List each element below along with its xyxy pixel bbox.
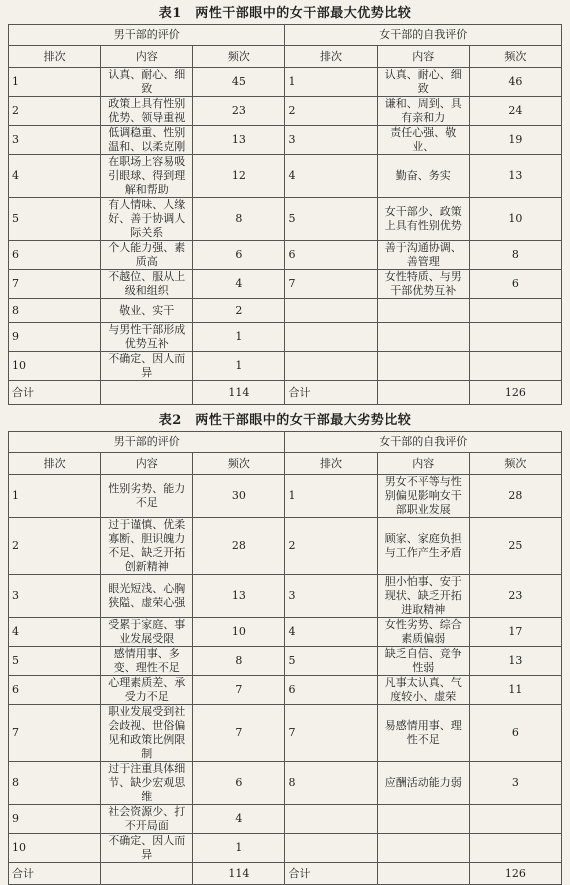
col-freq: 频次	[193, 453, 285, 475]
female-freq	[469, 805, 561, 834]
male-freq: 13	[193, 575, 285, 618]
female-content	[377, 805, 469, 834]
total-label: 合计	[9, 863, 101, 885]
table-row	[9, 805, 562, 834]
female-content	[377, 834, 469, 863]
total-label: 合计	[285, 863, 377, 885]
col-rank: 排次	[285, 453, 377, 475]
female-freq: 24	[469, 97, 561, 126]
table-row	[9, 518, 562, 575]
col-rank: 排次	[9, 46, 101, 68]
table1-group-header	[9, 25, 562, 46]
male-freq: 4	[193, 270, 285, 299]
female-freq: 3	[469, 762, 561, 805]
female-content: 缺乏自信、竞争性弱	[377, 647, 469, 676]
female-rank	[285, 299, 377, 323]
female-total: 126	[469, 381, 561, 405]
male-freq: 12	[193, 155, 285, 198]
table-row	[9, 705, 562, 762]
table2-caption: 表2 两性干部眼中的女干部最大劣势比较	[158, 413, 412, 428]
female-freq: 11	[469, 676, 561, 705]
female-freq	[469, 352, 561, 381]
female-rank	[285, 352, 377, 381]
male-content: 不确定、因人而异	[101, 834, 193, 863]
male-rank: 7	[9, 270, 101, 299]
table1	[8, 24, 562, 405]
female-freq: 10	[469, 198, 561, 241]
male-content: 低调稳重、性别温和、以柔克刚	[101, 126, 193, 155]
female-freq: 19	[469, 126, 561, 155]
male-rank: 3	[9, 126, 101, 155]
col-freq: 频次	[469, 46, 561, 68]
male-freq: 4	[193, 805, 285, 834]
female-content: 顾家、家庭负担与工作产生矛盾	[377, 518, 469, 575]
col-rank: 排次	[285, 46, 377, 68]
col-freq: 频次	[193, 46, 285, 68]
male-total: 114	[193, 381, 285, 405]
male-freq: 1	[193, 834, 285, 863]
table-row	[9, 198, 562, 241]
female-rank: 5	[285, 647, 377, 676]
female-rank: 3	[285, 575, 377, 618]
female-content: 责任心强、敬业、	[377, 126, 469, 155]
table2-male-group-label: 男干部的评价	[9, 432, 285, 453]
male-rank: 8	[9, 299, 101, 323]
male-freq: 28	[193, 518, 285, 575]
table1-female-group-label: 女干部的自我评价	[285, 25, 562, 46]
male-freq: 7	[193, 705, 285, 762]
total-spacer	[377, 381, 469, 405]
male-rank: 5	[9, 647, 101, 676]
male-freq: 45	[193, 68, 285, 97]
male-rank: 10	[9, 834, 101, 863]
male-content: 个人能力强、素质高	[101, 241, 193, 270]
table2-female-group-label: 女干部的自我评价	[285, 432, 562, 453]
female-rank: 6	[285, 676, 377, 705]
total-spacer	[101, 863, 193, 885]
table-row	[9, 299, 562, 323]
male-content: 职业发展受到社会歧视、世俗偏见和政策比例限制	[101, 705, 193, 762]
female-content: 男女不平等与性别偏见影响女干部职业发展	[377, 475, 469, 518]
table1-male-group-label: 男干部的评价	[9, 25, 285, 46]
female-rank	[285, 805, 377, 834]
female-content	[377, 323, 469, 352]
female-freq	[469, 299, 561, 323]
male-rank: 1	[9, 475, 101, 518]
female-rank: 3	[285, 126, 377, 155]
female-content: 善于沟通协调、善管理	[377, 241, 469, 270]
male-rank: 7	[9, 705, 101, 762]
female-freq: 17	[469, 618, 561, 647]
table-row	[9, 126, 562, 155]
female-content: 女性特质、与男干部优势互补	[377, 270, 469, 299]
male-content: 过于谨慎、优柔寡断、胆识魄力不足、缺乏开拓创新精神	[101, 518, 193, 575]
female-rank: 2	[285, 518, 377, 575]
female-content: 易感情用事、理性不足	[377, 705, 469, 762]
table-row	[9, 323, 562, 352]
male-content: 过于注重具体细节、缺少宏观思维	[101, 762, 193, 805]
male-freq: 1	[193, 352, 285, 381]
table-row	[9, 834, 562, 863]
female-rank: 6	[285, 241, 377, 270]
table1-caption: 表1 两性干部眼中的女干部最大优势比较	[158, 6, 412, 21]
female-rank: 5	[285, 198, 377, 241]
male-content: 受累于家庭、事业发展受限	[101, 618, 193, 647]
male-content: 心理素质差、承受力不足	[101, 676, 193, 705]
female-content: 应酬活动能力弱	[377, 762, 469, 805]
male-rank: 6	[9, 676, 101, 705]
female-rank	[285, 834, 377, 863]
table-row	[9, 155, 562, 198]
male-content: 不越位、服从上级和组织	[101, 270, 193, 299]
table1-total-row	[9, 381, 562, 405]
table2-body	[9, 475, 562, 863]
male-content: 社会资源少、打不开局面	[101, 805, 193, 834]
male-content: 眼光短浅、心胸狭隘、虚荣心强	[101, 575, 193, 618]
female-content	[377, 352, 469, 381]
male-freq: 8	[193, 647, 285, 676]
female-rank: 1	[285, 68, 377, 97]
male-content: 不确定、因人而异	[101, 352, 193, 381]
female-content: 勤奋、务实	[377, 155, 469, 198]
table-row	[9, 352, 562, 381]
female-freq: 8	[469, 241, 561, 270]
table-row	[9, 241, 562, 270]
male-rank: 2	[9, 97, 101, 126]
table-row	[9, 270, 562, 299]
table1-column-header	[9, 46, 562, 68]
total-label: 合计	[285, 381, 377, 405]
table2-column-header	[9, 453, 562, 475]
male-rank: 10	[9, 352, 101, 381]
female-freq: 25	[469, 518, 561, 575]
male-rank: 3	[9, 575, 101, 618]
col-content: 内容	[101, 46, 193, 68]
female-freq: 28	[469, 475, 561, 518]
col-content: 内容	[377, 453, 469, 475]
male-rank: 5	[9, 198, 101, 241]
male-rank: 9	[9, 323, 101, 352]
table-row	[9, 68, 562, 97]
table-row	[9, 97, 562, 126]
col-content: 内容	[377, 46, 469, 68]
male-freq: 6	[193, 241, 285, 270]
total-spacer	[377, 863, 469, 885]
female-freq: 13	[469, 155, 561, 198]
female-rank: 1	[285, 475, 377, 518]
table-row	[9, 647, 562, 676]
female-content	[377, 299, 469, 323]
table-row	[9, 676, 562, 705]
male-rank: 9	[9, 805, 101, 834]
male-rank: 8	[9, 762, 101, 805]
table1-body	[9, 68, 562, 381]
male-freq: 6	[193, 762, 285, 805]
table2	[8, 431, 562, 885]
female-rank: 2	[285, 97, 377, 126]
female-freq: 23	[469, 575, 561, 618]
female-freq: 13	[469, 647, 561, 676]
female-rank	[285, 323, 377, 352]
female-content: 胆小怕事、安于现状、缺乏开拓进取精神	[377, 575, 469, 618]
male-rank: 4	[9, 618, 101, 647]
male-freq: 30	[193, 475, 285, 518]
col-content: 内容	[101, 453, 193, 475]
female-rank: 7	[285, 270, 377, 299]
male-rank: 4	[9, 155, 101, 198]
female-freq	[469, 323, 561, 352]
male-content: 在职场上容易吸引眼球、得到理解和帮助	[101, 155, 193, 198]
male-content: 敬业、实干	[101, 299, 193, 323]
male-rank: 1	[9, 68, 101, 97]
col-rank: 排次	[9, 453, 101, 475]
female-freq: 6	[469, 270, 561, 299]
male-rank: 2	[9, 518, 101, 575]
female-rank: 8	[285, 762, 377, 805]
female-content: 认真、耐心、细致	[377, 68, 469, 97]
male-content: 感情用事、多变、理性不足	[101, 647, 193, 676]
female-rank: 4	[285, 618, 377, 647]
total-label: 合计	[9, 381, 101, 405]
table-row	[9, 618, 562, 647]
male-freq: 23	[193, 97, 285, 126]
male-content: 有人情味、人缘好、善于协调人际关系	[101, 198, 193, 241]
col-freq: 频次	[469, 453, 561, 475]
female-total: 126	[469, 863, 561, 885]
female-freq: 46	[469, 68, 561, 97]
female-content: 女性劣势、综合素质偏弱	[377, 618, 469, 647]
female-rank: 4	[285, 155, 377, 198]
male-freq: 10	[193, 618, 285, 647]
male-freq: 13	[193, 126, 285, 155]
male-freq: 1	[193, 323, 285, 352]
table-row	[9, 762, 562, 805]
male-total: 114	[193, 863, 285, 885]
table-row	[9, 575, 562, 618]
female-content: 女干部少、政策上具有性别优势	[377, 198, 469, 241]
table2-total-row	[9, 863, 562, 885]
male-rank: 6	[9, 241, 101, 270]
female-freq	[469, 834, 561, 863]
female-rank: 7	[285, 705, 377, 762]
male-freq: 8	[193, 198, 285, 241]
female-content: 凡事太认真、气度较小、虚荣	[377, 676, 469, 705]
male-content: 认真、耐心、细致	[101, 68, 193, 97]
female-freq: 6	[469, 705, 561, 762]
total-spacer	[101, 381, 193, 405]
table2-group-header	[9, 432, 562, 453]
female-content: 谦和、周到、具有亲和力	[377, 97, 469, 126]
male-content: 性别劣势、能力不足	[101, 475, 193, 518]
male-freq: 7	[193, 676, 285, 705]
male-content: 与男性干部形成优势互补	[101, 323, 193, 352]
male-content: 政策上具有性别优势、领导重视	[101, 97, 193, 126]
male-freq: 2	[193, 299, 285, 323]
table-row	[9, 475, 562, 518]
